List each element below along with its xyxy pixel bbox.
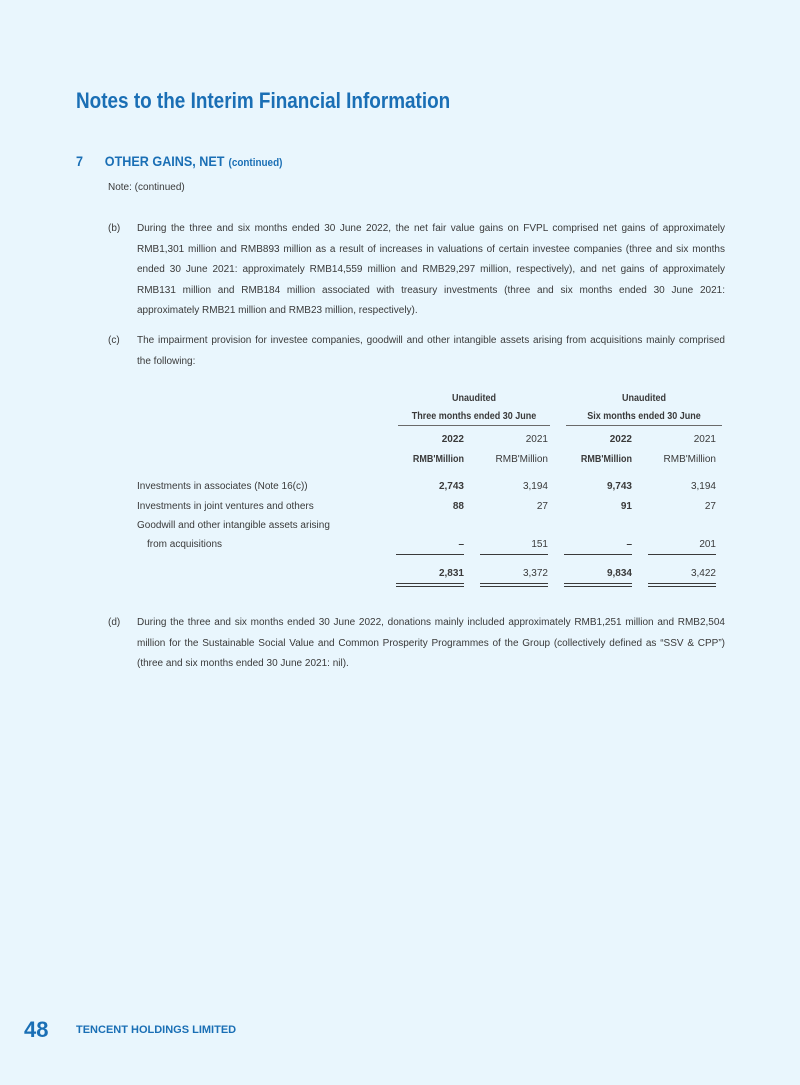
total-double-rule	[648, 586, 716, 587]
paragraph-letter: (c)	[108, 335, 120, 346]
group-header-period: Six months ended 30 June	[587, 411, 701, 422]
total-double-rule	[480, 583, 548, 584]
row-label: Goodwill and other intangible assets arising	[137, 520, 330, 531]
section-title: OTHER GAINS, NET	[104, 153, 225, 169]
total-double-rule	[564, 586, 632, 587]
paragraph-b	[108, 219, 725, 322]
unit-header: RMB'Million	[663, 454, 716, 465]
total-double-rule	[480, 586, 548, 587]
unit-header: RMB'Million	[495, 454, 548, 465]
cell-value: 3,194	[522, 481, 548, 492]
paragraph-letter: (b)	[108, 223, 121, 234]
section-number: 7	[76, 153, 84, 169]
cell-value: 3,194	[690, 481, 716, 492]
paragraph-c	[108, 331, 725, 372]
total-double-rule	[396, 583, 464, 584]
subtotal-rule	[396, 554, 464, 555]
group-underline	[566, 425, 722, 426]
year-header: 2022	[609, 434, 632, 445]
group-header-unaudited: Unaudited	[451, 393, 496, 404]
cell-value: 27	[536, 501, 548, 512]
subtotal-rule	[648, 554, 716, 555]
paragraph-d	[108, 613, 725, 675]
unit-header: RMB'Million	[412, 454, 464, 465]
total-value: 2,831	[438, 568, 464, 579]
total-double-rule	[396, 586, 464, 587]
total-value: 3,422	[690, 568, 716, 579]
footer-company: TENCENT HOLDINGS LIMITED	[76, 1024, 237, 1036]
row-label: from acquisitions	[147, 539, 223, 550]
total-value: 9,834	[606, 568, 632, 579]
cell-value: 151	[531, 539, 548, 550]
row-label: Investments in associates (Note 16(c))	[137, 481, 308, 492]
total-value: 3,372	[522, 568, 548, 579]
page-title: Notes to the Interim Financial Information	[76, 88, 451, 113]
section-continued: (continued)	[228, 157, 283, 169]
subtotal-rule	[480, 554, 548, 555]
total-double-rule	[564, 583, 632, 584]
section-heading	[76, 153, 282, 171]
year-header: 2021	[525, 434, 548, 445]
group-header-period: Three months ended 30 June	[411, 411, 537, 422]
cell-value: 91	[620, 501, 632, 512]
subtotal-rule	[564, 554, 632, 555]
page-number: 48	[24, 1017, 49, 1042]
year-header: 2022	[441, 434, 464, 445]
paragraph-text: The impairment provision for investee companies, goodwill and other intangible assets arising from acquisitions mainly comprised the following:	[137, 335, 725, 367]
paragraph-text: During the three and six months ended 30 June 2022, the net fair value gains on FVPL comprised net gains of approximately RMB1,301 million and RMB893 million as a result of increases in valuations of certain investee companies (three and six months ended 30 June 2021: approximately RMB14,559 million and RMB29,297 million, respectively), and net gains of approximately RMB131 million and RMB184 million associated with treasury investments (three and six months ended 30 June 2021: approximately RMB21 million and RMB23 million, respectively).	[137, 223, 725, 316]
cell-value: 2,743	[438, 481, 464, 492]
cell-value: 9,743	[606, 481, 632, 492]
group-header-unaudited: Unaudited	[621, 393, 666, 404]
note-label: Note: (continued)	[108, 182, 185, 193]
cell-value: –	[458, 539, 464, 550]
cell-value: 201	[699, 539, 716, 550]
group-underline	[398, 425, 550, 426]
row-label: Investments in joint ventures and others	[137, 501, 314, 512]
total-double-rule	[648, 583, 716, 584]
cell-value: –	[626, 539, 632, 550]
cell-value: 88	[452, 501, 464, 512]
paragraph-text: During the three and six months ended 30 June 2022, donations mainly included approximately RMB1,251 million and RMB2,504 million for the Sustainable Social Value and Common Prosperity Programmes of the Group (collectively defined as “SSV & CPP”) (three and six months ended 30 June 2021: nil).	[137, 617, 725, 669]
unit-header: RMB'Million	[580, 454, 632, 465]
paragraph-letter: (d)	[108, 617, 121, 628]
year-header: 2021	[693, 434, 716, 445]
cell-value: 27	[704, 501, 716, 512]
